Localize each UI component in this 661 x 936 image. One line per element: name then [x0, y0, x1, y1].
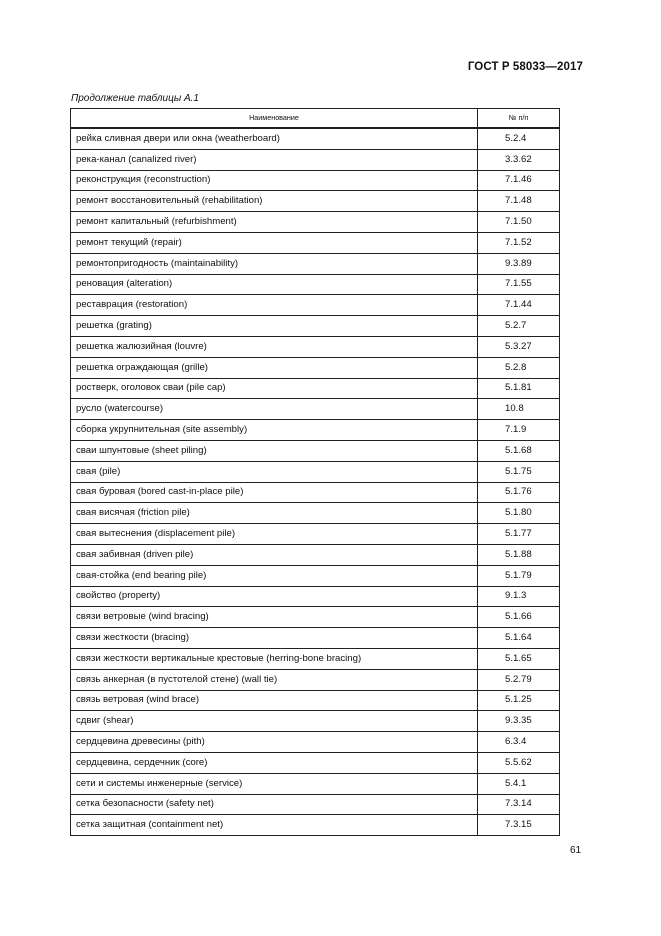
table-row: [71, 378, 560, 399]
table-row: [71, 440, 560, 461]
table-row: [71, 482, 560, 503]
table-row: [71, 794, 560, 815]
term-name-cell: реставрация (restoration): [71, 295, 478, 316]
terms-table: [70, 108, 560, 836]
term-number-cell: 7.1.44: [478, 295, 560, 316]
column-header-number: № п/п: [478, 109, 560, 129]
term-number-cell: 9.1.3: [478, 586, 560, 607]
term-number-cell: 5.1.77: [478, 524, 560, 545]
table-row: [71, 690, 560, 711]
term-name-cell: ремонт восстановительный (rehabilitation): [71, 191, 478, 212]
term-number-cell: 5.1.88: [478, 544, 560, 565]
table-row: [71, 316, 560, 337]
term-number-cell: 5.4.1: [478, 773, 560, 794]
term-number-cell: 7.1.48: [478, 191, 560, 212]
term-name-cell: связи жесткости вертикальные крестовые (herring-bone bracing): [71, 648, 478, 669]
term-number-cell: 5.2.8: [478, 357, 560, 378]
term-number-cell: 5.1.80: [478, 503, 560, 524]
table-row: [71, 711, 560, 732]
table-body: [71, 128, 560, 836]
table-row: [71, 648, 560, 669]
term-name-cell: сердцевина, сердечник (core): [71, 752, 478, 773]
page-number: 61: [570, 845, 582, 856]
term-number-cell: 5.1.64: [478, 628, 560, 649]
term-name-cell: свая буровая (bored cast-in-place pile): [71, 482, 478, 503]
term-number-cell: 7.1.50: [478, 212, 560, 233]
term-name-cell: свая висячая (friction pile): [71, 503, 478, 524]
term-number-cell: 7.1.9: [478, 420, 560, 441]
term-name-cell: сетка безопасности (safety net): [71, 794, 478, 815]
term-name-cell: реконструкция (reconstruction): [71, 170, 478, 191]
term-number-cell: 5.1.76: [478, 482, 560, 503]
table-row: [71, 461, 560, 482]
term-number-cell: 3.3.62: [478, 149, 560, 170]
table-caption: Продолжение таблицы А.1: [71, 93, 199, 104]
term-number-cell: 5.1.79: [478, 565, 560, 586]
term-number-cell: 7.3.14: [478, 794, 560, 815]
term-number-cell: 9.3.89: [478, 253, 560, 274]
term-name-cell: сердцевина древесины (pith): [71, 732, 478, 753]
term-name-cell: свая-стойка (end bearing pile): [71, 565, 478, 586]
table-row: [71, 773, 560, 794]
table-row: [71, 752, 560, 773]
term-name-cell: связь анкерная (в пустотелой стене) (wall tie): [71, 669, 478, 690]
table-row: [71, 253, 560, 274]
term-name-cell: сваи шпунтовые (sheet piling): [71, 440, 478, 461]
term-number-cell: 5.2.4: [478, 128, 560, 149]
term-name-cell: свая (pile): [71, 461, 478, 482]
table-row: [71, 149, 560, 170]
table-row: [71, 544, 560, 565]
table-row: [71, 232, 560, 253]
term-name-cell: свойство (property): [71, 586, 478, 607]
term-number-cell: 7.1.46: [478, 170, 560, 191]
term-number-cell: 5.3.27: [478, 336, 560, 357]
term-number-cell: 7.1.55: [478, 274, 560, 295]
term-name-cell: ремонт текущий (repair): [71, 232, 478, 253]
term-number-cell: 5.1.68: [478, 440, 560, 461]
term-number-cell: 5.2.7: [478, 316, 560, 337]
table-row: [71, 191, 560, 212]
term-name-cell: рейка сливная двери или окна (weatherboard): [71, 128, 478, 149]
table-row: [71, 565, 560, 586]
term-name-cell: ремонтопригодность (maintainability): [71, 253, 478, 274]
term-number-cell: 10.8: [478, 399, 560, 420]
table-row: [71, 607, 560, 628]
term-name-cell: связь ветровая (wind brace): [71, 690, 478, 711]
table-row: [71, 212, 560, 233]
table-row: [71, 628, 560, 649]
table-row: [71, 669, 560, 690]
term-number-cell: 5.1.65: [478, 648, 560, 669]
term-number-cell: 5.1.25: [478, 690, 560, 711]
table-row: [71, 128, 560, 149]
term-name-cell: ремонт капитальный (refurbishment): [71, 212, 478, 233]
table-header-row: [71, 109, 560, 129]
table-row: [71, 732, 560, 753]
term-number-cell: 5.5.62: [478, 752, 560, 773]
term-name-cell: свая вытеснения (displacement pile): [71, 524, 478, 545]
term-number-cell: 5.2.79: [478, 669, 560, 690]
term-name-cell: связи жесткости (bracing): [71, 628, 478, 649]
term-number-cell: 7.3.15: [478, 815, 560, 836]
term-number-cell: 5.1.66: [478, 607, 560, 628]
table-row: [71, 399, 560, 420]
term-name-cell: реновация (alteration): [71, 274, 478, 295]
term-name-cell: связи ветровые (wind bracing): [71, 607, 478, 628]
term-number-cell: 5.1.81: [478, 378, 560, 399]
term-name-cell: сети и системы инженерные (service): [71, 773, 478, 794]
table-row: [71, 586, 560, 607]
term-name-cell: свая забивная (driven pile): [71, 544, 478, 565]
table-row: [71, 503, 560, 524]
term-name-cell: сборка укрупнительная (site assembly): [71, 420, 478, 441]
table-row: [71, 336, 560, 357]
table-row: [71, 420, 560, 441]
table-row: [71, 274, 560, 295]
term-number-cell: 7.1.52: [478, 232, 560, 253]
table-row: [71, 815, 560, 836]
term-name-cell: русло (watercourse): [71, 399, 478, 420]
term-name-cell: ростверк, оголовок сваи (pile cap): [71, 378, 478, 399]
term-number-cell: 6.3.4: [478, 732, 560, 753]
table-row: [71, 357, 560, 378]
term-name-cell: река-канал (canalized river): [71, 149, 478, 170]
term-number-cell: 5.1.75: [478, 461, 560, 482]
term-name-cell: решетка ограждающая (grille): [71, 357, 478, 378]
column-header-name: Наименование: [71, 109, 478, 129]
term-name-cell: решетка жалюзийная (louvre): [71, 336, 478, 357]
table-row: [71, 524, 560, 545]
term-name-cell: сетка защитная (containment net): [71, 815, 478, 836]
table-row: [71, 170, 560, 191]
term-name-cell: решетка (grating): [71, 316, 478, 337]
table-row: [71, 295, 560, 316]
term-name-cell: сдвиг (shear): [71, 711, 478, 732]
document-code: ГОСТ Р 58033—2017: [467, 61, 583, 73]
term-number-cell: 9.3.35: [478, 711, 560, 732]
